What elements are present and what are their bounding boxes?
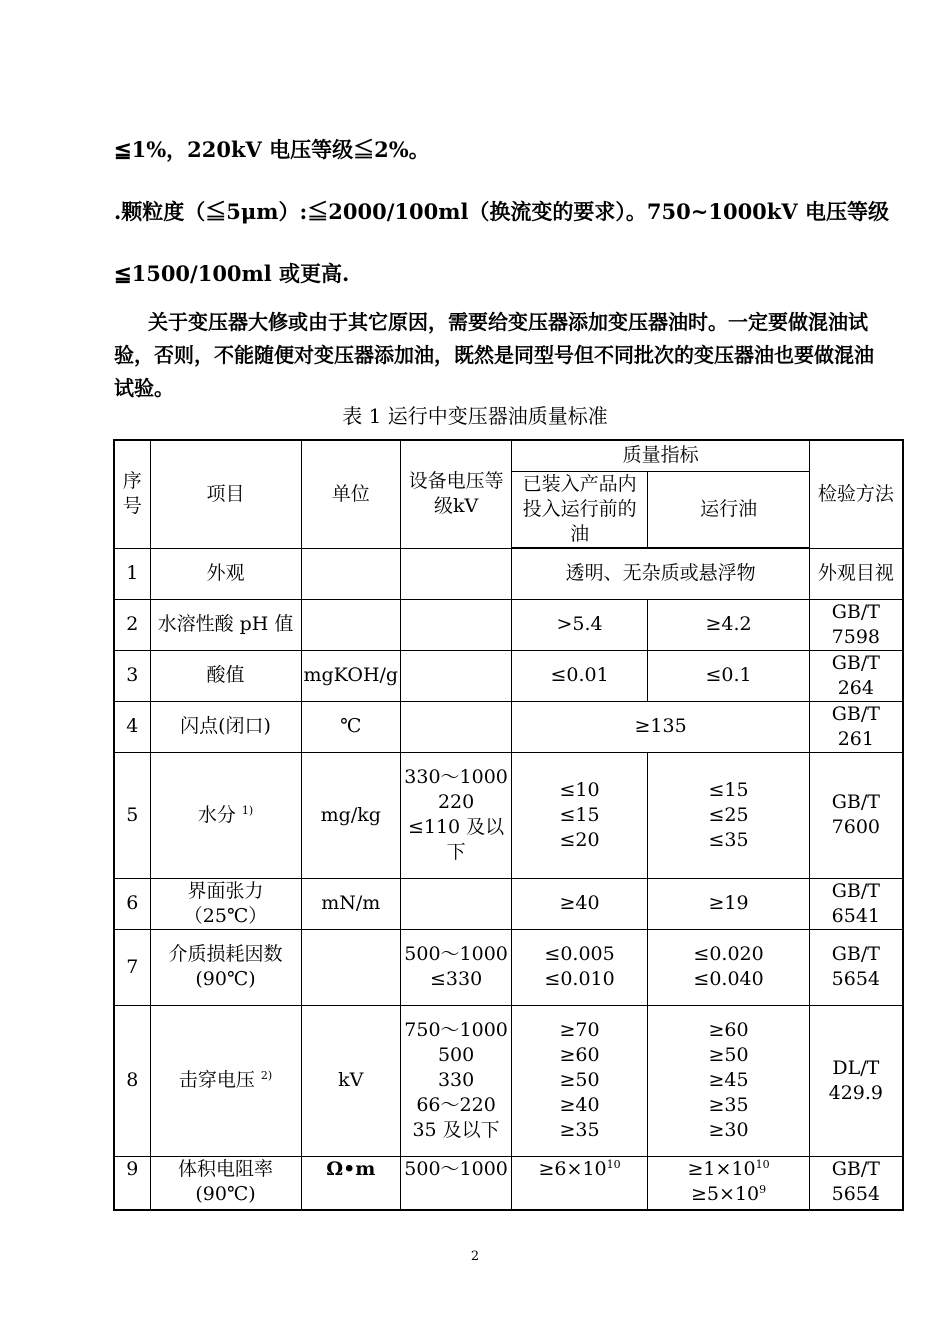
cell-method: GB/T 5654 [810,1156,903,1210]
cell-pre: ≤10 ≤15 ≤20 [512,752,648,878]
cell-seq: 1 [114,548,150,599]
cell-method: DL/T 429.9 [810,1005,903,1156]
text-line-2: .颗粒度（≦5μm）:≦2000/100ml（换流变的要求）。750~1000kV 电压等级 [114,199,889,224]
cell-pre: ≥70 ≥60 ≥50 ≥40 ≥35 [512,1005,648,1156]
footnote-marker: 2) [260,1069,273,1082]
header-item: 项目 [150,440,301,548]
cell-running: ≤15 ≤25 ≤35 [648,752,810,878]
cell-method: GB/T 6541 [810,878,903,929]
cell-method: GB/T 7600 [810,752,903,878]
pre-value: ≥6×10 [538,1157,607,1180]
cell-item: 介质损耗因数(90℃) [150,929,301,1005]
running-value-1: ≥1×10 [687,1157,756,1180]
cell-seq: 9 [114,1156,150,1210]
cell-voltage: 750～1000 500 330 66～220 35 及以下 [401,1005,512,1156]
cell-unit: ℃ [301,701,401,752]
cell-running [648,1156,810,1210]
cell-voltage [401,878,512,929]
running-exponent-2: 9 [759,1182,767,1196]
cell-seq: 2 [114,599,150,650]
cell-pre: ≤0.01 [512,650,648,701]
cell-seq: 4 [114,701,150,752]
header-seq: 序号 [114,440,150,548]
table-row [114,548,903,599]
cell-running: ≥4.2 [648,599,810,650]
running-line-1 [650,1157,807,1182]
body-paragraph: 关于变压器大修或由于其它原因，需要给变压器添加变压器油时。一定要做混油试验，否则，不能随便对变压器添加油，既然是同型号但不同批次的变压器油也要做混油试验。 [114,310,874,400]
cell-quality-merged: 透明、无杂质或悬浮物 [512,548,810,599]
cell-unit: Ω•m [301,1156,401,1210]
cell-unit: mgKOH/g [301,650,401,701]
cell-running: ≥19 [648,878,810,929]
cell-item: 闪点(闭口) [150,701,301,752]
cell-seq: 8 [114,1005,150,1156]
cell-seq: 5 [114,752,150,878]
cell-seq: 7 [114,929,150,1005]
cell-item [150,752,301,878]
footnote-marker: 1) [241,803,254,817]
cell-unit [301,599,401,650]
cell-method: 外观目视 [810,548,903,599]
header-voltage: 设备电压等级kV [401,440,512,548]
cell-seq: 6 [114,878,150,929]
page-number: 2 [470,1249,480,1264]
table-row [114,1005,903,1156]
cell-method: GB/T 5654 [810,929,903,1005]
cell-quality-merged: ≥135 [512,701,810,752]
table-row [114,1156,903,1210]
text-line-1: ≦1%，220kV 电压等级≦2%。 [114,137,430,162]
cell-voltage [401,599,512,650]
cell-running: ≤0.020 ≤0.040 [648,929,810,1005]
cell-item: 水溶性酸 pH 值 [150,599,301,650]
cell-voltage [401,701,512,752]
table-row [114,929,903,1005]
cell-method: GB/T 264 [810,650,903,701]
running-value-2: ≥5×10 [691,1182,760,1205]
cell-pre: >5.4 [512,599,648,650]
cell-method: GB/T 261 [810,701,903,752]
cell-item [150,1005,301,1156]
table-row [114,599,903,650]
table-row [114,650,903,701]
cell-pre: ≥40 [512,878,648,929]
item-text: 水分 [197,803,236,826]
table-caption: 表 1 运行中变压器油质量标准 [342,404,608,428]
cell-pre: ≤0.005 ≤0.010 [512,929,648,1005]
cell-unit: mN/m [301,878,401,929]
header-method: 检验方法 [810,440,903,548]
table-row [114,701,903,752]
cell-voltage: 330～1000 220 ≤110 及以下 [401,752,512,878]
table-row [114,878,903,929]
cell-method: GB/T 7598 [810,599,903,650]
cell-seq: 3 [114,650,150,701]
header-quality: 质量指标 [512,440,810,471]
cell-pre [512,1156,648,1210]
cell-item: 体积电阻率(90℃) [150,1156,301,1210]
cell-unit [301,929,401,1005]
header-running-oil: 运行油 [648,471,810,548]
cell-unit: mg/kg [301,752,401,878]
header-unit: 单位 [301,440,401,548]
running-exponent-1: 10 [755,1157,770,1171]
cell-item: 酸值 [150,650,301,701]
header-pre-operation-oil: 已装入产品内投入运行前的油 [512,471,648,548]
cell-unit: kV [301,1005,401,1156]
cell-running: ≤0.1 [648,650,810,701]
cell-voltage [401,548,512,599]
cell-voltage [401,650,512,701]
text-line-3: ≦1500/100ml 或更高. [114,261,350,286]
quality-standard-table [113,439,904,1211]
cell-voltage: 500～1000 [401,1156,512,1210]
item-text: 击穿电压 [178,1069,255,1091]
running-line-2 [650,1182,807,1207]
cell-unit [301,548,401,599]
table-row [114,752,903,878]
pre-exponent: 10 [606,1157,621,1171]
cell-voltage: 500～1000 ≤330 [401,929,512,1005]
cell-item: 界面张力（25℃） [150,878,301,929]
cell-item: 外观 [150,548,301,599]
cell-running: ≥60 ≥50 ≥45 ≥35 ≥30 [648,1005,810,1156]
